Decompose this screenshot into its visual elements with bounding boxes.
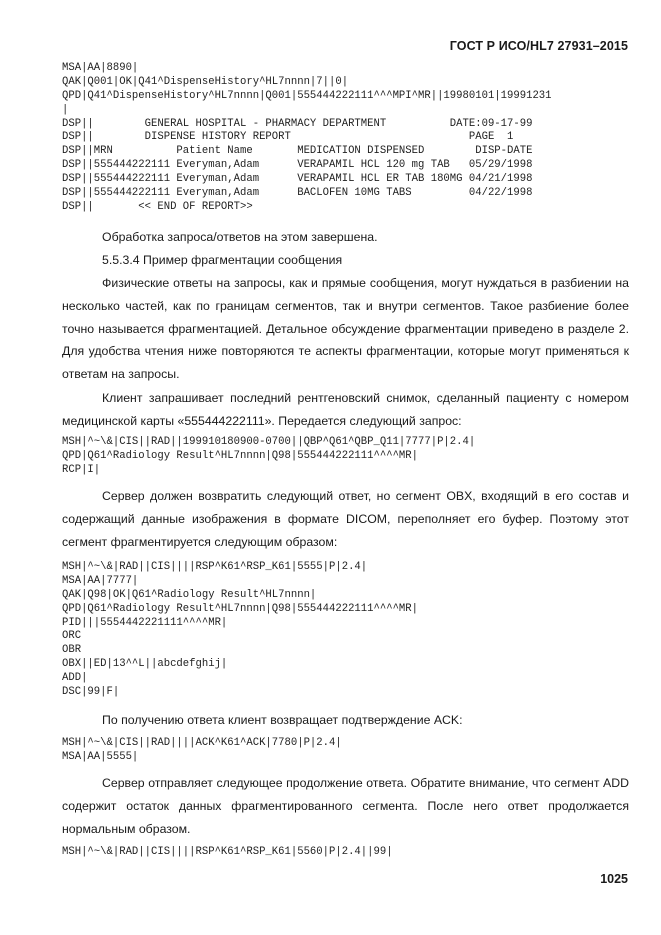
paragraph-client-request: Клиент запрашивает последний рентгеновский снимок, сделанный пациенту с номером медицинской карты «555444222111». Передается следующий запрос: bbox=[62, 391, 629, 428]
code-block-query bbox=[62, 436, 475, 478]
code-line: OBX||ED|13^^L||abcdefghij| bbox=[62, 658, 228, 671]
code-line: MSH|^~\&|CIS||RAD||||ACK^K61^ACK|7780|P|2.4| bbox=[62, 737, 342, 749]
code-line: MSA|AA|7777| bbox=[62, 574, 139, 587]
section-heading-5-5-3-4: 5.5.3.4 Пример фрагментации сообщения bbox=[102, 253, 343, 267]
code-line: QPD|Q61^Radiology Result^HL7nnnn|Q98|555444222111^^^^MR| bbox=[62, 602, 419, 615]
page-number: 1025 bbox=[600, 872, 628, 886]
code-line: MSH|^~\&|CIS||RAD||199910180900-0700||QBP^Q61^QBP_Q11|7777|P|2.4| bbox=[62, 436, 476, 448]
code-line: MSH|^~\&|RAD||CIS||||RSP^K61^RSP_K61|5555|P|2.4| bbox=[62, 561, 368, 573]
code-block-continuation bbox=[62, 846, 393, 860]
paragraph-fragmentation-intro: Физические ответы на запросы, как и прямые сообщения, могут нуждаться в разбиении на несколько частей, как по границам сегментов, так и внутри сегментов. Такое разбиение более точно называется фрагментацией. Детальное обсуждение фрагментации приведено в разделе 2. Для удобства чтения ниже повторяются те аспекты фрагментации, которые могут применяться к ответам на запросы. bbox=[62, 276, 629, 382]
code-line: QPD|Q61^Radiology Result^HL7nnnn|Q98|555444222111^^^^MR| bbox=[62, 449, 419, 462]
code-line: DSP||555444222111 Everyman,Adam VERAPAMIL HCL 120 mg TAB 05/29/1998 bbox=[62, 159, 533, 172]
paragraph-ack: По получению ответа клиент возвращает подтверждение ACK: bbox=[102, 713, 463, 727]
code-line: QAK|Q98|OK|Q61^Radiology Result^HL7nnnn| bbox=[62, 588, 317, 601]
code-line: QAK|Q001|OK|Q41^DispenseHistory^HL7nnnn|7||0| bbox=[62, 75, 349, 88]
code-block-fragmented-response bbox=[62, 561, 418, 700]
code-line: DSP|| << END OF REPORT>> bbox=[62, 200, 253, 213]
paragraph-server-response: Сервер должен возвратить следующий ответ, но сегмент OBX, входящий в его состав и содержащий данные изображения в формате DICOM, переполняет его буфер. Поэтому этот сегмент фрагментируется следующим образом: bbox=[62, 489, 629, 549]
code-line: RCP|I| bbox=[62, 463, 101, 476]
code-line: DSP||555444222111 Everyman,Adam BACLOFEN 10MG TABS 04/22/1998 bbox=[62, 187, 533, 200]
code-line: MSA|AA|5555| bbox=[62, 750, 139, 763]
code-line: DSP|| GENERAL HOSPITAL - PHARMACY DEPARTMENT DATE:09-17-99 bbox=[62, 117, 533, 130]
code-line: ADD| bbox=[62, 672, 88, 685]
code-line: MSH|^~\&|RAD||CIS||||RSP^K61^RSP_K61|5560|P|2.4||99| bbox=[62, 846, 393, 858]
code-line: PID|||5554442221111^^^^MR| bbox=[62, 616, 228, 629]
code-line: | bbox=[62, 103, 69, 116]
code-block-dsp-response bbox=[62, 62, 552, 215]
code-line: MSA|AA|8890| bbox=[62, 62, 139, 74]
paragraph-processing-complete: Обработка запроса/ответов на этом завершена. bbox=[102, 230, 378, 244]
paragraph-continuation: Сервер отправляет следующее продолжение ответа. Обратите внимание, что сегмент ADD содержит остаток данных фрагментированного сегмента. После него ответ продолжается нормальным образом. bbox=[62, 776, 629, 836]
code-line: DSP||555444222111 Everyman,Adam VERAPAMIL HCL ER TAB 180MG 04/21/1998 bbox=[62, 173, 533, 186]
code-block-ack bbox=[62, 737, 342, 765]
code-line: QPD|Q41^DispenseHistory^HL7nnnn|Q001|555444222111^^^MPI^MR||19980101|19991231 bbox=[62, 89, 552, 102]
code-line: DSC|99|F| bbox=[62, 686, 120, 699]
code-line: DSP||MRN Patient Name MEDICATION DISPENSED DISP-DATE bbox=[62, 145, 533, 158]
document-header: ГОСТ Р ИСО/HL7 27931–2015 bbox=[449, 39, 628, 53]
code-line: DSP|| DISPENSE HISTORY REPORT PAGE 1 bbox=[62, 131, 514, 144]
code-line: ORC bbox=[62, 630, 82, 643]
code-line: OBR bbox=[62, 644, 82, 657]
